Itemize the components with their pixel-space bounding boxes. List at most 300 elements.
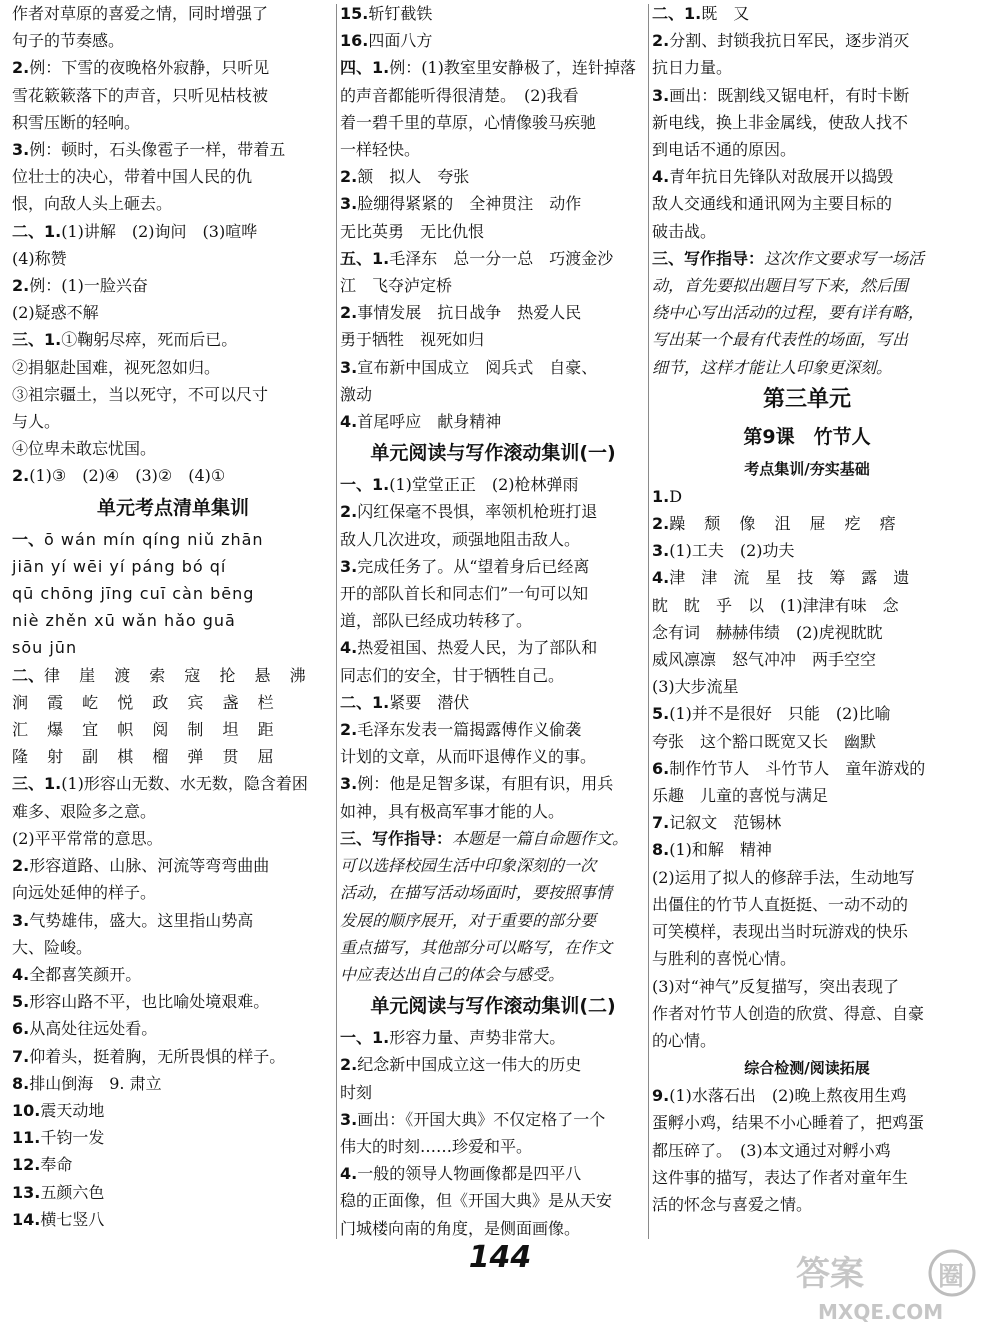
answer-line [652,700,962,727]
item-label: 2. [652,31,670,51]
answer-line [652,1082,962,1109]
answer-item [652,1082,962,1218]
answer-line [652,1109,962,1136]
answer-line [652,755,962,782]
answer-item [12,462,334,489]
line-text: 难多、艰险多之意。 [12,801,157,821]
answer-line [12,1179,334,1206]
answer-line [340,381,646,408]
item-label: 4. [12,964,30,984]
line-text: 如神，具有极高军事才能的人。 [340,801,565,821]
line-text: (2)疑惑不解 [12,303,99,323]
answer-item [340,1051,646,1105]
answer-line [340,218,646,245]
answer-item [340,1160,646,1242]
answer-item [652,809,962,836]
answer-line [12,716,334,743]
watermark-logo [788,1243,988,1325]
line-text: 敌人交通线和通讯网为主要目标的 [652,194,893,214]
line-text: jiān yí wēi yí páng bó qí [12,556,227,576]
answer-item [652,483,962,510]
line-text: 颔 拟人 夸张 [357,167,470,187]
line-text: (2)运用了拟人的修辞手法，生动地写 [652,867,915,887]
answer-line [340,770,646,797]
answer-item [652,0,962,27]
line-text: 涧 霞 屹 悦 政 宾 盏 栏 [12,692,281,712]
item-label: 4. [340,412,358,432]
answer-line [12,163,334,190]
section-heading: 第三单元 [762,386,851,412]
answer-line [12,190,334,217]
subsection-heading: 综合检测/阅读拓展 [744,1059,870,1078]
answer-item [12,852,334,906]
line-text: 中应表达出自己的体会与感受。 [340,964,565,984]
answer-line [12,109,334,136]
item-label: 四、1. [340,58,390,78]
line-text: (1)和解 精神 [669,840,772,860]
line-text: 都压碎了。 (3)本文通过对孵小鸡 [652,1140,891,1160]
item-label: 10. [12,1100,41,1120]
answer-line [340,408,646,435]
item-label: 16. [340,31,369,51]
svg-text:圈: 圈 [938,1262,965,1292]
line-text: (1)水落石出 (2)晚上熬夜用生鸡 [669,1086,907,1106]
item-label: 2. [652,514,670,534]
answer-line [652,592,962,619]
answer-item [12,1015,334,1042]
answer-line [340,354,646,381]
item-label: 2. [12,466,30,486]
answer-line [12,553,334,580]
answer-line [340,299,646,326]
answer-line [652,537,962,564]
line-text: 句子的节奏感。 [12,31,125,51]
answer-line [340,716,646,743]
answer-item [12,907,334,961]
answer-line [12,770,334,797]
item-label: 1. [652,486,670,506]
line-text: 汇 爆 宜 帜 阅 制 坦 距 [12,720,281,740]
answer-line [340,689,646,716]
answer-item [12,1179,334,1206]
answer-item [12,1206,334,1233]
answer-item [652,510,962,537]
answer-line [652,864,962,891]
line-text: 横七竖八 [40,1209,105,1229]
answer-line [652,1164,962,1191]
answer-item [12,770,334,852]
line-text: qū chōng jīng cuī càn bēng [12,584,255,604]
line-text: D [669,486,683,506]
line-text: 从高处往远处看。 [29,1019,158,1039]
answer-line [340,961,646,988]
line-text: 细节，这样才能让人印象更深刻。 [652,357,893,377]
answer-line [652,82,962,109]
answer-line [340,607,646,634]
line-text: 本题是一篇自命题作文。 [452,828,629,848]
answer-line [652,163,962,190]
answer-line [652,136,962,163]
line-text: 紧要 潜伏 [389,692,470,712]
answer-item [340,498,646,552]
answer-line [652,510,962,537]
answer-item [652,163,962,245]
item-label: 4. [340,638,358,658]
answer-item [340,27,646,54]
line-text: 激动 [340,384,373,404]
line-text: 位壮士的决心，带着中国人民的仇 [12,167,253,187]
line-text: 例：(1)教室里安静极了，连针掉落 [389,58,636,78]
line-text: 江 飞夺泸定桥 [340,276,453,296]
answer-line [652,918,962,945]
answer-item [340,553,646,635]
answer-line [340,190,646,217]
item-label: 3. [340,1109,358,1129]
answer-item [652,836,962,1054]
line-text: 敌人几次进攻，顽强地阻击敌人。 [340,529,581,549]
answer-item [12,218,334,272]
answer-line [12,1097,334,1124]
line-text: 宣布新中国成立 阅兵式 自豪、 [357,357,598,377]
line-text: 纪念新中国成立这一伟大的历史 [357,1055,582,1075]
line-text: 计划的文章，从而吓退傅作义的事。 [340,747,597,767]
writing-guide [340,825,646,988]
answer-line [652,673,962,700]
line-text: (1)讲解 (2)询问 (3)喧哗 [61,221,258,241]
answer-line [652,564,962,591]
item-label: 4. [652,568,670,588]
item-label: 12. [12,1155,41,1175]
answer-line [12,798,334,825]
line-text: 念有词 赫赫伟绩 (2)虎视眈眈 [652,622,883,642]
answer-line [340,526,646,553]
answer-line [652,782,962,809]
line-text: ②捐躯赴国难，视死忽如归。 [12,357,221,377]
item-label: 4. [652,167,670,187]
answer-item [340,408,646,435]
answer-line [652,619,962,646]
answer-line [340,852,646,879]
answer-item [340,0,646,27]
answer-line [340,825,646,852]
line-text: 向远处延伸的样子。 [12,883,157,903]
answer-line [12,1206,334,1233]
answer-line [12,27,334,54]
item-label: 6. [652,758,670,778]
line-text: 勇于牺牲 视死如归 [340,330,485,350]
answer-line [652,354,962,381]
line-text: 雪花簌簌落下的声音，只听见枯枝被 [12,85,269,105]
item-label: 一、1. [340,475,390,495]
answer-line [340,326,646,353]
line-text: 发展的顺序展开，对于重要的部分要 [340,910,597,930]
answer-line [340,498,646,525]
answer-item [12,526,334,662]
answer-line [340,109,646,136]
item-label: 8. [12,1073,30,1093]
line-text: 震天动地 [40,1100,105,1120]
line-text: 画出：既割线又锯电杆，有时卡断 [669,85,910,105]
answer-line [652,299,962,326]
line-text: (2)平平常常的意思。 [12,828,163,848]
answer-item [340,245,646,299]
line-text: 形容道路、山脉、河流等弯弯曲曲 [29,856,270,876]
answer-line [340,553,646,580]
line-text: 时刻 [340,1082,373,1102]
answer-line [652,0,962,27]
answer-line [12,218,334,245]
line-text: (1)工夫 (2)功夫 [669,541,795,561]
answer-item [340,770,646,824]
line-text: (1)③ (2)④ (3)② (4)① [29,466,226,486]
item-label: 9. [652,1086,670,1106]
section-heading: 第9课 竹节人 [743,425,871,448]
item-label: 4. [340,1164,358,1184]
line-text: 稳的正面像，但《开国大典》是从天安 [340,1191,613,1211]
answer-line [340,580,646,607]
line-text: 律 崖 渡 索 寇 抡 悬 沸 [44,665,313,685]
line-text: 蛋孵小鸡，结果不小心睡着了，把鸡蛋 [652,1113,925,1133]
line-text: 作者对草原的喜爱之情，同时增强了 [12,4,269,23]
line-text: 例：(1)一脸兴奋 [29,276,148,296]
answer-item [340,1024,646,1051]
line-text: 千钧一发 [40,1128,105,1148]
answer-line [340,82,646,109]
answer-item [340,354,646,408]
line-text: 画出：《开国大典》不仅定格了一个 [357,1109,606,1129]
answer-item [12,1124,334,1151]
answer-line [12,825,334,852]
answer-item [340,190,646,244]
answer-column-1 [12,0,334,1233]
answer-line [340,163,646,190]
item-label: 2. [340,303,358,323]
answer-line [12,136,334,163]
line-text: 这次作文要求写一场活 [764,248,925,268]
item-label: 5. [12,992,30,1012]
line-text: 可以选择校园生活中印象深刻的一次 [340,856,597,876]
answer-item [652,564,962,700]
answer-line [340,907,646,934]
line-text: 闪红保毫不畏惧，率领机枪班打退 [357,502,598,522]
line-text: ③祖宗疆土，当以死守，不可以尺寸 [12,384,269,404]
line-text: 这件事的描写，表达了作者对童年生 [652,1167,909,1187]
answer-line [12,1070,334,1097]
line-text: 一般的领导人物画像都是四平八 [357,1164,582,1184]
line-text: 躁 颓 像 沮 屉 疙 瘩 [669,514,903,534]
answer-line [652,1191,962,1218]
item-label: 二、1. [340,692,390,712]
answer-line [12,852,334,879]
answer-item [12,988,334,1015]
line-text: 例：他是足智多谋，有胆有识，用兵 [357,774,614,794]
answer-line [340,1187,646,1214]
answer-item [12,662,334,771]
line-text: 与胜利的喜悦心情。 [652,949,797,969]
line-text: sōu jūn [12,638,78,658]
answer-line [340,0,646,27]
line-text: 隆 射 副 棋 榴 弹 贯 屈 [12,747,281,767]
answer-item [12,1097,334,1124]
line-text: 着一碧千里的草原，心情像骏马疾驰 [340,112,597,132]
answer-item [652,82,962,164]
answer-line [652,190,962,217]
answer-line [12,743,334,770]
item-label: 13. [12,1182,41,1202]
answer-line [652,109,962,136]
item-label: 5. [652,704,670,724]
answer-column-2 [340,0,646,1242]
line-text: 作者对竹节人创造的欣赏、得意、自豪 [652,1003,925,1023]
answer-line [12,54,334,81]
line-text: 例：下雪的夜晚格外寂静，只听见 [29,58,270,78]
item-label: 3. [652,85,670,105]
item-label: 6. [12,1019,30,1039]
line-text: 五颜六色 [40,1182,105,1202]
item-label: 3. [340,556,358,576]
line-text: 仰着头，挺着胸，无所畏惧的样子。 [29,1046,286,1066]
line-text: 同志们的安全，甘于牺牲自己。 [340,665,565,685]
answer-line [652,1000,962,1027]
line-text: 重点描写，其他部分可以略写，在作文 [340,937,613,957]
answer-line [12,1151,334,1178]
line-text: 既 又 [701,4,750,23]
line-text: 恨，向敌人头上砸去。 [12,194,173,214]
line-text: 的声音都能听得很清楚。 (2)我看 [340,85,579,105]
answer-line [340,136,646,163]
answer-item [652,755,962,809]
item-label: 2. [12,58,30,78]
line-text: (1)并不是很好 只能 (2)比喻 [669,704,891,724]
item-label: 3. [12,910,30,930]
answer-line [12,607,334,634]
answer-line [12,326,334,353]
answer-line [652,483,962,510]
item-label: 2. [12,276,30,296]
line-text: 例：顿时，石头像雹子一样，带着五 [29,140,286,160]
line-text: 眈 眈 乎 以 (1)津津有味 念 [652,595,899,615]
line-text: 活的怀念与喜爱之情。 [652,1194,813,1214]
line-text: 可笑模样，表现出当时玩游戏的快乐 [652,922,909,942]
answer-line [12,245,334,272]
answer-line [340,743,646,770]
line-text: 伟大的时刻……珍爱和平。 [340,1136,533,1156]
item-label: 3. [340,357,358,377]
answer-item [340,299,646,353]
answer-line [340,934,646,961]
item-label: 2. [340,502,358,522]
line-text: (3)对“神气”反复描写，突出表现了 [652,976,900,996]
line-text: 脸绷得紧紧的 全神贯注 动作 [357,194,582,214]
item-label: 2. [12,856,30,876]
answer-line [340,879,646,906]
answer-line [12,408,334,435]
item-label: 2. [340,1055,358,1075]
answer-line [12,1124,334,1151]
line-text: 绕中心写出活动的过程，要有详有略， [652,303,925,323]
line-text: 与人。 [12,412,61,432]
answer-line [12,879,334,906]
line-text: 青年抗日先锋队对敌展开以捣毁 [669,167,894,187]
line-text: 一样轻快。 [340,140,421,160]
item-label: 三、1. [12,774,62,794]
item-label: 三、写作指导： [340,828,453,848]
item-label: 3. [12,140,30,160]
answer-line [652,1027,962,1054]
item-label: 7. [12,1046,30,1066]
line-text: 毛泽东发表一篇揭露傅作义偷袭 [357,720,582,740]
item-label: 二、 [12,665,45,685]
item-label: 14. [12,1209,41,1229]
item-label: 二、1. [652,4,702,23]
line-text: 分割、封锁我抗日军民，逐步消灭 [669,31,910,51]
answer-line [340,1160,646,1187]
line-text: 大、险峻。 [12,937,93,957]
answer-item [12,136,334,218]
line-text: 夸张 这个豁口既宽又长 幽默 [652,731,877,751]
item-label: 二、1. [12,221,62,241]
answer-line [12,462,334,489]
item-label: 8. [652,840,670,860]
answer-line [12,435,334,462]
svg-text:答案: 答案 [796,1254,864,1294]
answer-column-3 [652,0,962,1218]
answer-line [12,1043,334,1070]
item-label: 3. [340,774,358,794]
answer-item [340,634,646,688]
line-text: 门城楼向南的角度，是侧面画像。 [340,1218,581,1238]
item-label: 一、 [12,529,45,549]
line-text: (1)形容山无数、水无数，隐含着困 [61,774,308,794]
line-text: (1)堂堂正正 (2)枪林弹雨 [389,475,579,495]
answer-item [12,1043,334,1070]
answer-line [12,299,334,326]
answer-line [340,1106,646,1133]
item-label: 三、写作指导： [652,248,765,268]
column-divider-left [336,4,337,1239]
item-label: 11. [12,1128,41,1148]
answer-line [652,27,962,54]
line-text: 出僵住的竹节人直挺挺、一动不动的 [652,894,909,914]
answer-line [652,646,962,673]
answer-line [652,973,962,1000]
line-text: 排山倒海 9. 肃立 [29,1073,162,1093]
line-text: 道，部队已经成功转移了。 [340,611,533,631]
answer-item [340,471,646,498]
answer-line [652,245,962,272]
answer-line [340,1215,646,1242]
answer-item [652,700,962,754]
writing-guide [652,245,962,381]
answer-line [12,381,334,408]
item-label: 三、1. [12,330,62,350]
answer-line [12,526,334,553]
line-text: 到电话不通的原因。 [652,140,797,160]
item-label: 3. [340,194,358,214]
subsection-heading: 考点集训/夯实基础 [744,459,870,478]
answer-line [340,471,646,498]
answer-line [652,272,962,299]
page-number: 144 [468,1240,532,1275]
line-text: ō wán mín qíng niǔ zhān [44,529,264,549]
line-text: 积雪压断的轻响。 [12,112,141,132]
line-text: 气势雄伟，盛大。这里指山势高 [29,910,254,930]
answer-line [340,798,646,825]
line-text: 首尾呼应 献身精神 [357,412,502,432]
item-label: 一、1. [340,1028,390,1048]
section-heading: 单元考点清单集训 [96,496,249,519]
column-divider-right [648,4,649,1239]
